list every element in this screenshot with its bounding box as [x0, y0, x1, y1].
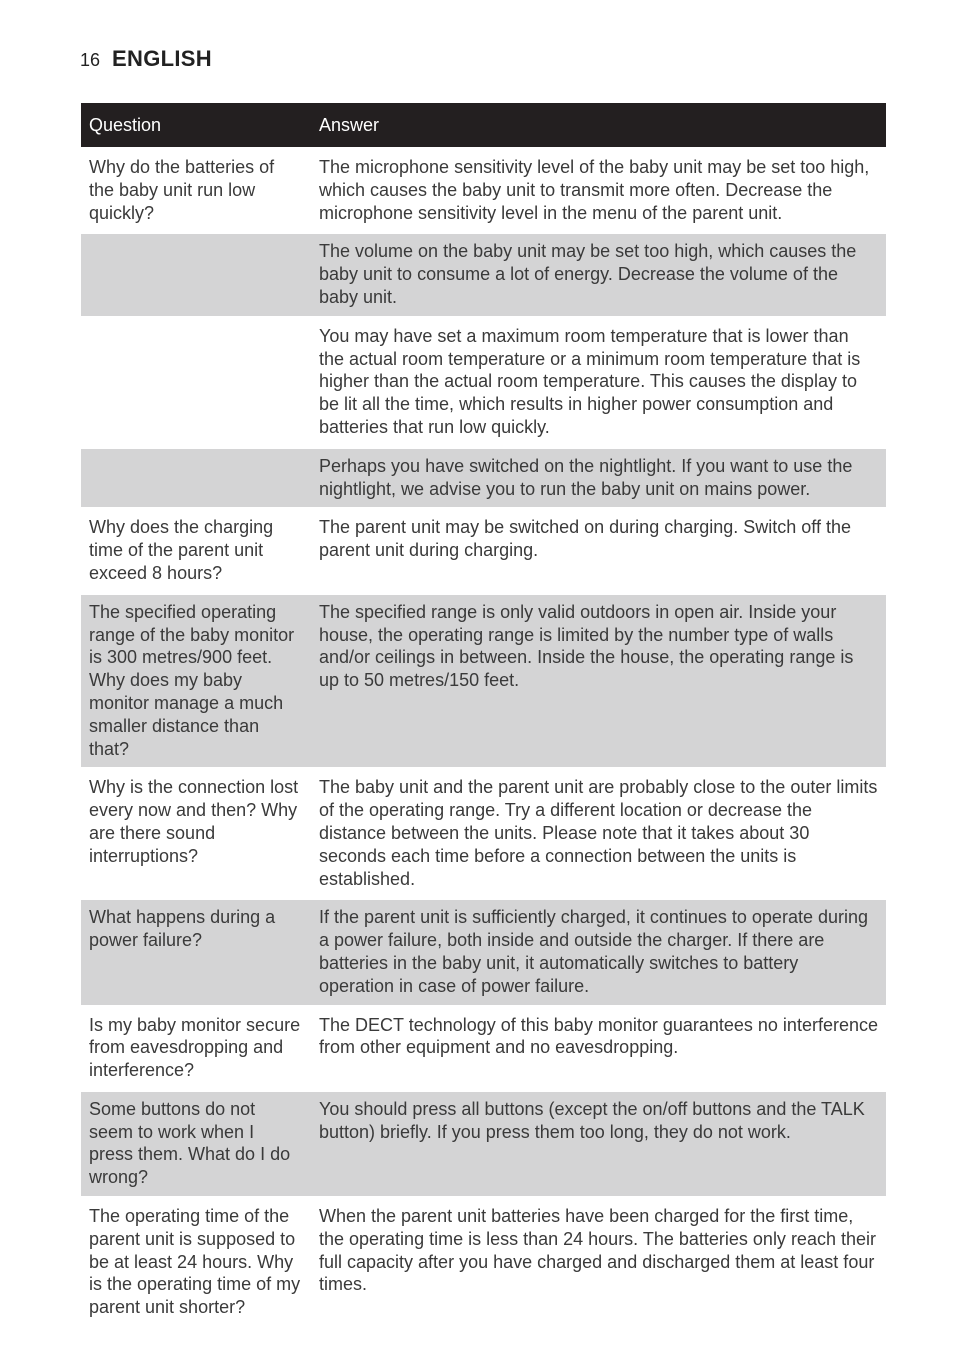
- question-cell: [81, 317, 311, 447]
- answer-cell: You should press all buttons (except the on/off buttons and the TALK button) briefly. If you press them too long, they do not work.: [311, 1090, 886, 1197]
- table-row: [81, 1006, 886, 1090]
- table-row: [81, 233, 886, 317]
- answer-cell: You may have set a maximum room temperature that is lower than the actual room temperature or a minimum room temperature that is higher than the actual room temperature. This causes the display to be lit all the time, which results in higher power consumption and batteries that run low quickly.: [311, 317, 886, 447]
- table-row: [81, 1198, 886, 1326]
- table-row: [81, 149, 886, 233]
- table-body: [81, 149, 886, 1327]
- column-header-answer: Answer: [311, 103, 886, 149]
- answer-cell: The DECT technology of this baby monitor guarantees no interference from other equipment and no eavesdropping.: [311, 1006, 886, 1090]
- question-cell: Why is the connection lost every now and then? Why are there sound interruptions?: [81, 769, 311, 899]
- table-row: [81, 509, 886, 593]
- answer-cell: The parent unit may be switched on during charging. Switch off the parent unit during charging.: [311, 509, 886, 593]
- page-language-heading: ENGLISH: [112, 46, 212, 71]
- table-header: [81, 103, 886, 149]
- table-row: [81, 899, 886, 1006]
- question-cell: [81, 447, 311, 509]
- answer-cell: The baby unit and the parent unit are probably close to the outer limits of the operating range. Try a different location or decrease the distance between the units. Please note that it takes about 30 seconds each time before a connection between the units is established.: [311, 769, 886, 899]
- table-row: [81, 447, 886, 509]
- page-header: [80, 46, 212, 72]
- answer-cell: The specified range is only valid outdoors in open air. Inside your house, the operating range is limited by the number type of walls and/or ceilings in between. Inside the house, the operating range is up to 50 metres/150 feet.: [311, 593, 886, 769]
- question-cell: The operating time of the parent unit is supposed to be at least 24 hours. Why is the operating time of my parent unit shorter?: [81, 1198, 311, 1326]
- question-cell: Some buttons do not seem to work when I press them. What do I do wrong?: [81, 1090, 311, 1197]
- question-cell: What happens during a power failure?: [81, 899, 311, 1006]
- answer-cell: If the parent unit is sufficiently charged, it continues to operate during a power failure, both inside and outside the charger. If there are batteries in the baby unit, it automatically switches to battery operation in case of power failure.: [311, 899, 886, 1006]
- question-cell: [81, 233, 311, 317]
- question-cell: Why do the batteries of the baby unit run low quickly?: [81, 149, 311, 233]
- table-header-row: [81, 103, 886, 149]
- answer-cell: Perhaps you have switched on the nightlight. If you want to use the nightlight, we advise you to run the baby unit on mains power.: [311, 447, 886, 509]
- column-header-question: Question: [81, 103, 311, 149]
- troubleshooting-table: [81, 103, 886, 1326]
- page-number: 16: [80, 50, 101, 70]
- answer-cell: The volume on the baby unit may be set too high, which causes the baby unit to consume a lot of energy. Decrease the volume of the baby unit.: [311, 233, 886, 317]
- question-cell: Is my baby monitor secure from eavesdropping and interference?: [81, 1006, 311, 1090]
- answer-cell: When the parent unit batteries have been charged for the first time, the operating time is less than 24 hours. The batteries only reach their full capacity after you have charged and discharged them at least four times.: [311, 1198, 886, 1326]
- table-row: [81, 317, 886, 447]
- table-row: [81, 1090, 886, 1197]
- table-row: [81, 593, 886, 769]
- question-cell: Why does the charging time of the parent unit exceed 8 hours?: [81, 509, 311, 593]
- answer-cell: The microphone sensitivity level of the baby unit may be set too high, which causes the baby unit to transmit more often. Decrease the microphone sensitivity level in the menu of the parent unit.: [311, 149, 886, 233]
- question-cell: The specified operating range of the baby monitor is 300 metres/900 feet. Why does my baby monitor manage a much smaller distance than that?: [81, 593, 311, 769]
- table-row: [81, 769, 886, 899]
